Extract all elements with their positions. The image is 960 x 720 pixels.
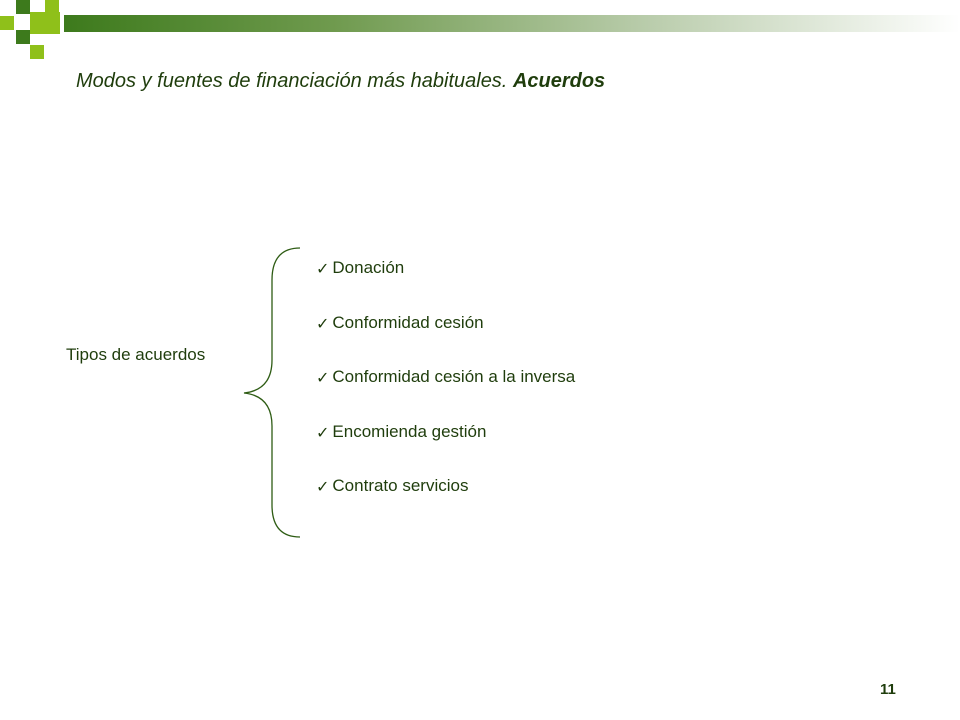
list-item-label: Encomienda gestión: [332, 421, 487, 441]
slide-title: [76, 70, 605, 93]
page-number: 11: [880, 681, 896, 698]
header-gradient-bar: [64, 15, 960, 32]
types-label: Tipos de acuerdos: [66, 345, 206, 364]
title-main: Modos y fuentes de financiación más habituales.: [76, 70, 508, 92]
list-item: [316, 476, 575, 531]
title-bold: Acuerdos: [512, 70, 606, 92]
agreement-types-list: [316, 258, 575, 531]
curly-brace-icon: [240, 245, 302, 540]
list-item: [316, 422, 575, 477]
list-item-label: Donación: [332, 258, 405, 277]
checkmark-icon: ✓: [316, 259, 330, 278]
list-item: [316, 313, 575, 368]
checkmark-icon: ✓: [316, 422, 330, 442]
list-item-label: Conformidad cesión: [332, 312, 484, 332]
list-item-label: Conformidad cesión a la inversa: [332, 367, 576, 386]
list-item: [316, 367, 575, 422]
checkmark-icon: ✓: [316, 368, 330, 387]
checkmark-icon: ✓: [316, 477, 330, 496]
checkmark-icon: ✓: [316, 313, 330, 333]
list-item-label: Contrato servicios: [332, 476, 469, 495]
list-item: [316, 258, 575, 313]
